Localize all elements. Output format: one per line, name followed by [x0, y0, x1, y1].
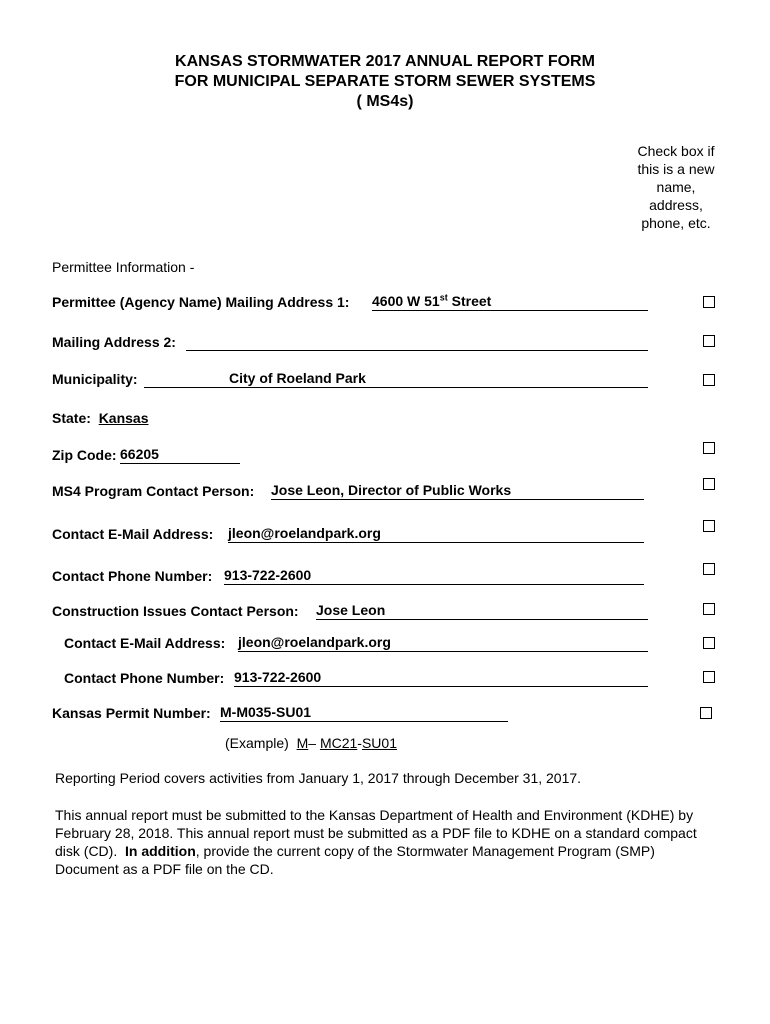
contact-email-label: Contact E-Mail Address: — [52, 526, 214, 542]
contact-phone-label: Contact Phone Number: — [52, 568, 213, 584]
ms4-contact-person-field[interactable]: Jose Leon, Director of Public Works — [271, 482, 644, 500]
mailing-address-1-checkbox[interactable] — [703, 296, 715, 308]
form-title-line-1: KANSAS STORMWATER 2017 ANNUAL REPORT FORM — [175, 53, 595, 70]
submission-instructions: This annual report must be submitted to the Kansas Department of Health and Environment (KDHE) by February 28, 2018. This annual report must be submitted as a PDF file to KDHE on a standard compact disk (CD). In addition, provide the current copy of the Stormwater Management Program (SMP) Document as a PDF file on the CD. — [55, 807, 697, 877]
contact-email-checkbox[interactable] — [703, 520, 715, 532]
mailing-address-2-checkbox[interactable] — [703, 335, 715, 347]
construction-email-field[interactable]: jleon@roelandpark.org — [238, 634, 648, 652]
mailing-address-1-value-suffix: Street — [447, 293, 492, 309]
checkbox-instruction-note: Check box if this is a new name, address, phone, etc. — [637, 143, 715, 231]
construction-contact-field[interactable]: Jose Leon — [316, 602, 648, 620]
section-label-permittee-information: Permittee Information - — [52, 259, 195, 275]
mailing-address-1-label: Permittee (Agency Name) Mailing Address 1: — [52, 294, 350, 310]
form-title-line-2: FOR MUNICIPAL SEPARATE STORM SEWER SYSTEMS — [174, 73, 596, 90]
mailing-address-1-value-main: 4600 W 51 — [372, 293, 440, 309]
permit-number-field[interactable]: M-M035-SU01 — [220, 704, 508, 722]
municipality-checkbox[interactable] — [703, 374, 715, 386]
construction-phone-field[interactable]: 913-722-2600 — [234, 669, 648, 687]
reporting-period-text: Reporting Period covers activities from January 1, 2017 through December 31, 2017. — [55, 770, 582, 786]
mailing-address-2-field[interactable] — [186, 333, 648, 351]
permit-number-label: Kansas Permit Number: — [52, 705, 211, 721]
state-value: Kansas — [98, 410, 149, 426]
zip-code-label: Zip Code: — [52, 447, 117, 463]
contact-email-field[interactable]: jleon@roelandpark.org — [228, 525, 644, 543]
permit-number-checkbox[interactable] — [700, 707, 712, 719]
municipality-field[interactable] — [144, 370, 648, 388]
construction-phone-checkbox[interactable] — [703, 671, 715, 683]
ms4-contact-person-label: MS4 Program Contact Person: — [52, 483, 255, 499]
construction-phone-label: Contact Phone Number: — [64, 670, 225, 686]
municipality-value: City of Roeland Park — [229, 370, 366, 386]
mailing-address-2-label: Mailing Address 2: — [52, 334, 176, 350]
contact-phone-field[interactable]: 913-722-2600 — [224, 567, 644, 585]
construction-email-checkbox[interactable] — [703, 637, 715, 649]
mailing-address-1-value-superscript: st — [439, 292, 448, 303]
permit-number-example: (Example) M– MC21-SU01 — [225, 735, 397, 751]
construction-email-label: Contact E-Mail Address: — [64, 635, 226, 651]
contact-phone-checkbox[interactable] — [703, 563, 715, 575]
construction-contact-checkbox[interactable] — [703, 603, 715, 615]
state-label: State: Kansas — [52, 410, 149, 426]
ms4-contact-person-checkbox[interactable] — [703, 478, 715, 490]
zip-code-checkbox[interactable] — [703, 442, 715, 454]
construction-contact-label: Construction Issues Contact Person: — [52, 603, 299, 619]
mailing-address-1-field[interactable] — [372, 293, 648, 311]
municipality-label: Municipality: — [52, 371, 138, 387]
form-title-line-3: ( MS4s) — [356, 93, 414, 110]
zip-code-field[interactable]: 66205 — [120, 446, 240, 464]
